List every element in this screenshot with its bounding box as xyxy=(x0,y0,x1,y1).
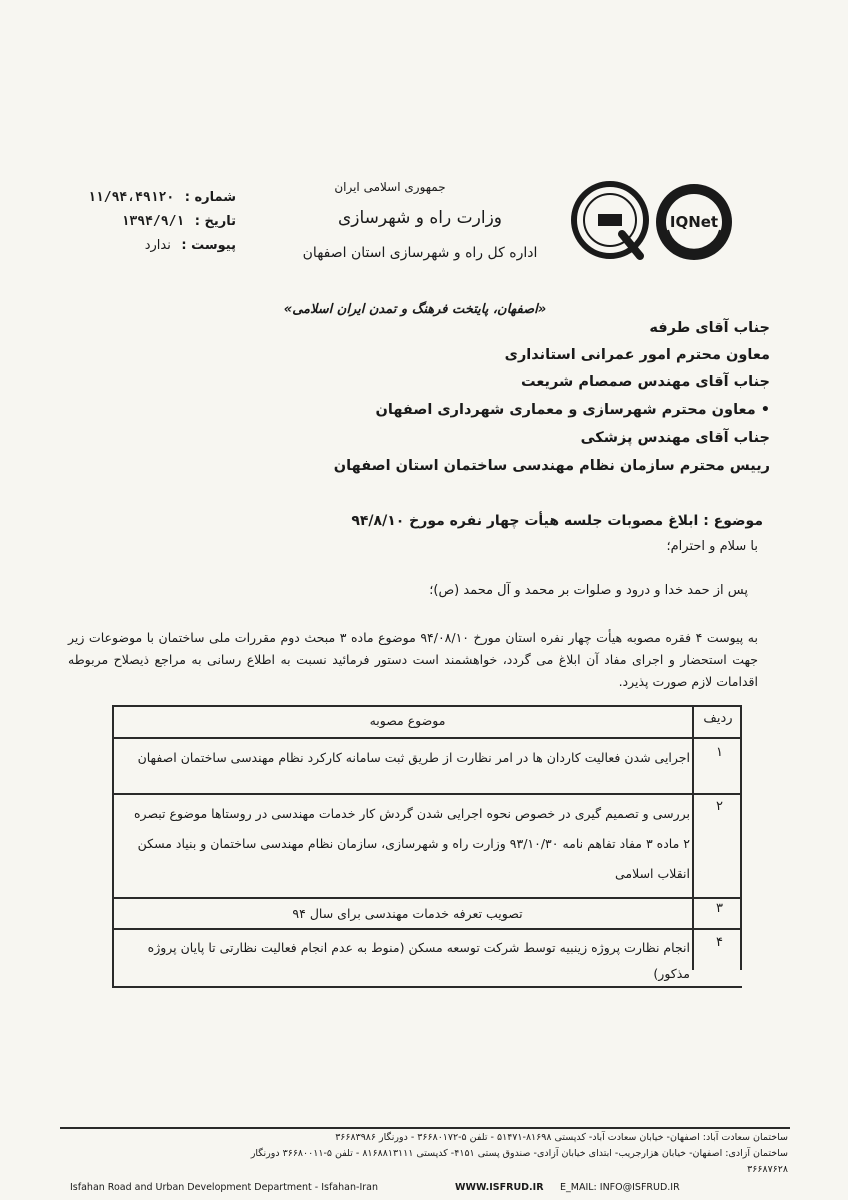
iso-logo xyxy=(570,180,652,262)
body-paragraph: به پیوست ۴ فقره مصوبه هیأت چهار نفره استان مورخ ۹۴/۰۸/۱۰ موضوع ماده ۳ مبحث دوم مقررات ملی ساختمان با موضوعات زیر جهت استحضار و اجرای مفاد آن ابلاغ می گردد، خواهشمند است دستور فرمائید نسبت به اطلاع رسانی به مراجع ذیصلاح مربوطه اقدامات لازم صورت پذیرد. xyxy=(68,630,758,689)
row-num: ۱ xyxy=(716,745,723,760)
row-num: ۳ xyxy=(716,901,723,916)
subject-line: موضوع : ابلاغ مصوبات جلسه هیأت چهار نفره مورخ ۹۴/۸/۱۰ xyxy=(351,513,763,529)
addressee-line: جناب آقای مهندس پزشکی xyxy=(580,430,770,446)
iqnet-logo-text: IQNet xyxy=(669,213,719,231)
date-row xyxy=(122,214,236,229)
number-value: ۱۱/۹۴،۴۹۱۲۰ xyxy=(88,190,175,205)
row-num: ۴ xyxy=(716,935,723,950)
ministry-name: وزارت راه و شهرسازی xyxy=(337,208,502,228)
slogan: «اصفهان، پایتخت فرهنگ و تمدن ایران اسلامی» xyxy=(283,302,547,317)
footer-fax: ۳۶۶۸۷۶۲۸ xyxy=(747,1164,788,1175)
header-subject: موضوع مصوبه xyxy=(369,713,446,728)
row-text: انجام نظارت پروژه زینبیه توسط شرکت توسعه مسکن (منوط به عدم انجام فعالیت نظارتی تا پایان پروژه مذکور) xyxy=(147,940,690,981)
footer-web-link[interactable]: WWW.ISFRUD.IR xyxy=(455,1182,544,1193)
header-num: ردیف xyxy=(703,711,733,726)
attachment-row xyxy=(145,238,236,253)
addressee-line: جناب آقای طرفه xyxy=(649,320,770,336)
row-text: اجرایی شدن فعالیت کاردان ها در امر نظارت از طریق ثبت سامانه کارکرد نظام مهندسی ساختمان اصفهان xyxy=(137,750,690,765)
row-num: ۲ xyxy=(716,799,723,814)
row-text: بررسی و تصمیم گیری در خصوص نحوه اجرایی شدن گردش کار خدمات مهندسی در روستاها موضوع تبصره ۲ ماده ۳ مفاد تفاهم نامه ۹۳/۱۰/۳۰ وزارت راه و شهرسازی، سازمان نظام مهندسی ساختمان و بنیاد مسکن انقلاب اسلامی xyxy=(134,806,690,881)
addressee-line: رییس محترم سازمان نظام مهندسی ساختمان استان اصفهان xyxy=(333,458,770,474)
iqnet-logo xyxy=(652,180,736,264)
row-text: تصویب تعرفه خدمات مهندسی برای سال ۹۴ xyxy=(292,906,523,921)
date-label: تاریخ : xyxy=(194,214,236,229)
number-label: شماره : xyxy=(184,190,236,205)
addressee-line: • معاون محترم شهرسازی و معماری شهرداری اصفهان xyxy=(375,402,770,418)
table-header-row xyxy=(112,711,742,737)
country-name: جمهوری اسلامی ایران xyxy=(334,180,446,194)
footer-address-1: ساختمان سعادت آباد: اصفهان- خیابان سعادت آباد- کدپستی ۸۱۶۹۸-۵۱۴۷۱ - تلفن ۵-۳۶۶۸۰۱۷۲ - دورنگار ۳۶۶۸۳۹۸۶ xyxy=(335,1132,788,1143)
footer-divider xyxy=(60,1127,790,1129)
date-value: ۱۳۹۴/۹/۱ xyxy=(121,214,185,229)
addressee-line: معاون محترم امور عمرانی استانداری xyxy=(504,347,770,363)
footer-dept-en: Isfahan Road and Urban Development Department - Isfahan-Iran xyxy=(70,1182,378,1193)
footer-address-2: ساختمان آزادی: اصفهان- خیابان هزارجریب- ابتدای خیابان آزادی- صندوق پستی ۴۱۵۱- کدپستی ۸۱۶۸۸۱۳۱۱۱ - تلفن ۵-۳۶۶۸۰۰۱۱ دورنگار xyxy=(250,1148,788,1159)
attachment-value: ندارد xyxy=(144,238,171,253)
attachment-label: پیوست : xyxy=(181,238,236,253)
opening-line: پس از حمد خدا و درود و صلوات بر محمد و آل محمد (ص)؛ xyxy=(429,583,748,598)
addressee-line: جناب آقای مهندس صمصام شریعت xyxy=(521,374,770,390)
footer-email[interactable]: E_MAIL: INFO@ISFRUD.IR xyxy=(560,1182,680,1193)
number-row xyxy=(88,190,236,205)
greeting: با سلام و احترام؛ xyxy=(666,539,758,554)
office-name: اداره کل راه و شهرسازی استان اصفهان xyxy=(302,245,538,261)
